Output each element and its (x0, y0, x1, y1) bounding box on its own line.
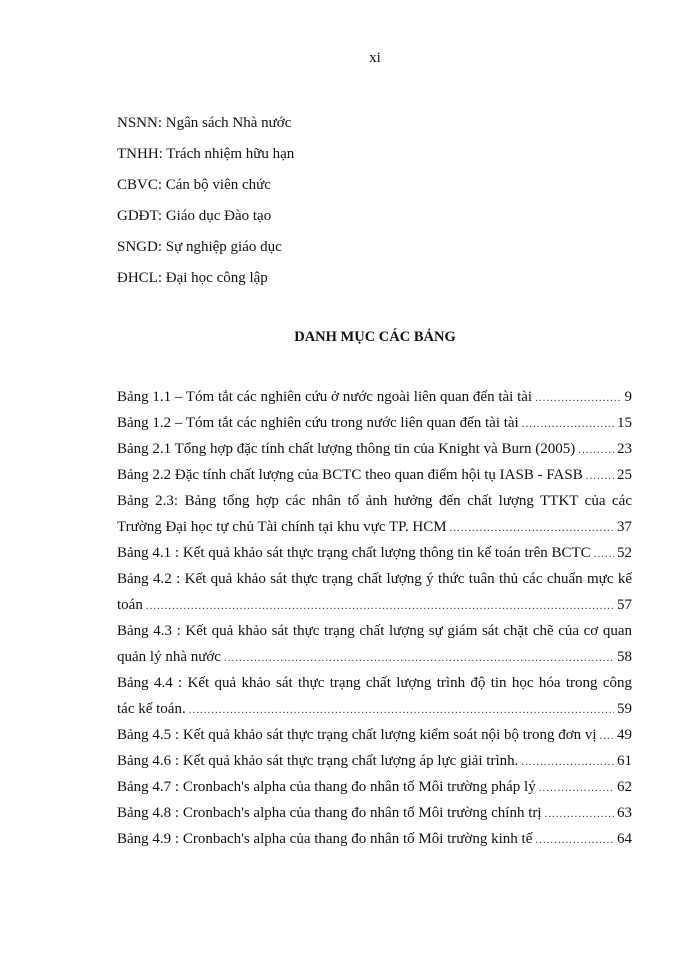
toc-entry[interactable] (117, 491, 632, 543)
dot-leader (521, 752, 614, 772)
dot-leader (450, 518, 614, 538)
page-number: xi (369, 50, 381, 66)
toc-entry-page: 59 (617, 701, 632, 717)
toc-entry[interactable] (117, 543, 632, 569)
toc-entry-page: 61 (617, 753, 632, 769)
toc-entry-text: Bảng 4.2 : Kết quả khảo sát thực trạng chất lượng ý thức tuân thủ các chuẩn mực kế (117, 571, 632, 587)
toc-entry-page: 37 (617, 519, 632, 535)
abbreviation-item: SNGD: Sự nghiệp giáo dục (117, 239, 282, 255)
toc-entry-page: 15 (617, 415, 632, 431)
toc-entry-text: Bảng 4.3 : Kết quả khảo sát thực trạng chất lượng sự giám sát chặt chẽ của cơ quan (117, 623, 632, 639)
toc-entry-text: Bảng 1.1 – Tóm tắt các nghiên cứu ở nước ngoài liên quan đến tài tài (117, 389, 533, 405)
toc-entry-page: 58 (617, 649, 632, 665)
dot-leader (146, 596, 614, 616)
toc-entry-page: 9 (624, 389, 632, 405)
toc-entry-text: Bảng 2.2 Đặc tính chất lượng của BCTC theo quan điểm hội tụ IASB - FASB (117, 467, 583, 483)
dot-leader (522, 414, 614, 434)
dot-leader (539, 778, 614, 798)
toc-entry-text: Bảng 4.6 : Kết quả khảo sát thực trạng chất lượng áp lực giải trình. (117, 753, 519, 769)
toc-entry[interactable] (117, 413, 632, 439)
section-title: DANH MỤC CÁC BẢNG (294, 329, 456, 345)
dot-leader (189, 700, 614, 720)
toc-entry-text: Bảng 4.5 : Kết quả khảo sát thực trạng chất lượng kiểm soát nội bộ trong đơn vị (117, 727, 597, 743)
toc-entry-page: 63 (617, 805, 632, 821)
toc-entry-text: toán (117, 597, 143, 613)
dot-leader (535, 830, 614, 850)
toc-entry-text: Bảng 4.4 : Kết quả khảo sát thực trạng chất lượng trình độ tin học hóa trong công (117, 675, 632, 691)
toc-entry[interactable] (117, 829, 632, 855)
toc-entry-text: Bảng 4.9 : Cronbach's alpha của thang đo nhân tố Môi trường kinh tế (117, 831, 533, 847)
toc-entry[interactable] (117, 439, 632, 465)
toc-entry-text: Bảng 4.1 : Kết quả khảo sát thực trạng chất lượng thông tin kế toán trên BCTC (117, 545, 591, 561)
toc-entry-page: 25 (617, 467, 632, 483)
dot-leader (586, 466, 614, 486)
abbreviation-item: TNHH: Trách nhiệm hữu hạn (117, 146, 295, 162)
toc-entry-text: Bảng 2.1 Tổng hợp đặc tính chất lượng thông tin của Knight và Burn (2005) (117, 441, 576, 457)
toc-entry-text: Bảng 2.3: Bảng tổng hợp các nhân tố ảnh hưởng đến chất lượng TTKT của các (117, 493, 632, 509)
table-list (117, 387, 632, 855)
toc-entry[interactable] (117, 725, 632, 751)
dot-leader (545, 804, 614, 824)
toc-entry-text: Bảng 1.2 – Tóm tắt các nghiên cứu trong nước liên quan đến tài tài (117, 415, 519, 431)
toc-entry-text: quản lý nhà nước (117, 649, 221, 665)
toc-entry-page: 23 (617, 441, 632, 457)
abbreviation-item: ĐHCL: Đại học công lập (117, 270, 268, 286)
abbreviation-item: GDĐT: Giáo dục Đào tạo (117, 208, 272, 224)
abbreviation-item: NSNN: Ngân sách Nhà nước (117, 115, 292, 131)
toc-entry-page: 57 (617, 597, 632, 613)
toc-entry[interactable] (117, 803, 632, 829)
toc-entry[interactable] (117, 465, 632, 491)
dot-leader (594, 544, 614, 564)
toc-entry-page: 64 (617, 831, 632, 847)
toc-entry[interactable] (117, 673, 632, 725)
toc-entry-text: Trường Đại học tự chủ Tài chính tại khu vực TP. HCM (117, 519, 447, 535)
dot-leader (578, 440, 614, 460)
toc-entry[interactable] (117, 387, 632, 413)
abbreviation-item: CBVC: Cán bộ viên chức (117, 177, 271, 193)
toc-entry-text: tác kế toán. (117, 701, 186, 717)
toc-entry-page: 62 (617, 779, 632, 795)
abbreviation-list (117, 113, 294, 299)
dot-leader (535, 388, 621, 408)
toc-entry-text: Bảng 4.8 : Cronbach's alpha của thang đo nhân tố Môi trường chính trị (117, 805, 542, 821)
toc-entry[interactable] (117, 621, 632, 673)
toc-entry[interactable] (117, 777, 632, 803)
toc-entry-page: 49 (617, 727, 632, 743)
dot-leader (224, 648, 614, 668)
toc-entry[interactable] (117, 751, 632, 777)
toc-entry[interactable] (117, 569, 632, 621)
dot-leader (600, 726, 614, 746)
toc-entry-text: Bảng 4.7 : Cronbach's alpha của thang đo nhân tố Môi trường pháp lý (117, 779, 536, 795)
toc-entry-page: 52 (617, 545, 632, 561)
